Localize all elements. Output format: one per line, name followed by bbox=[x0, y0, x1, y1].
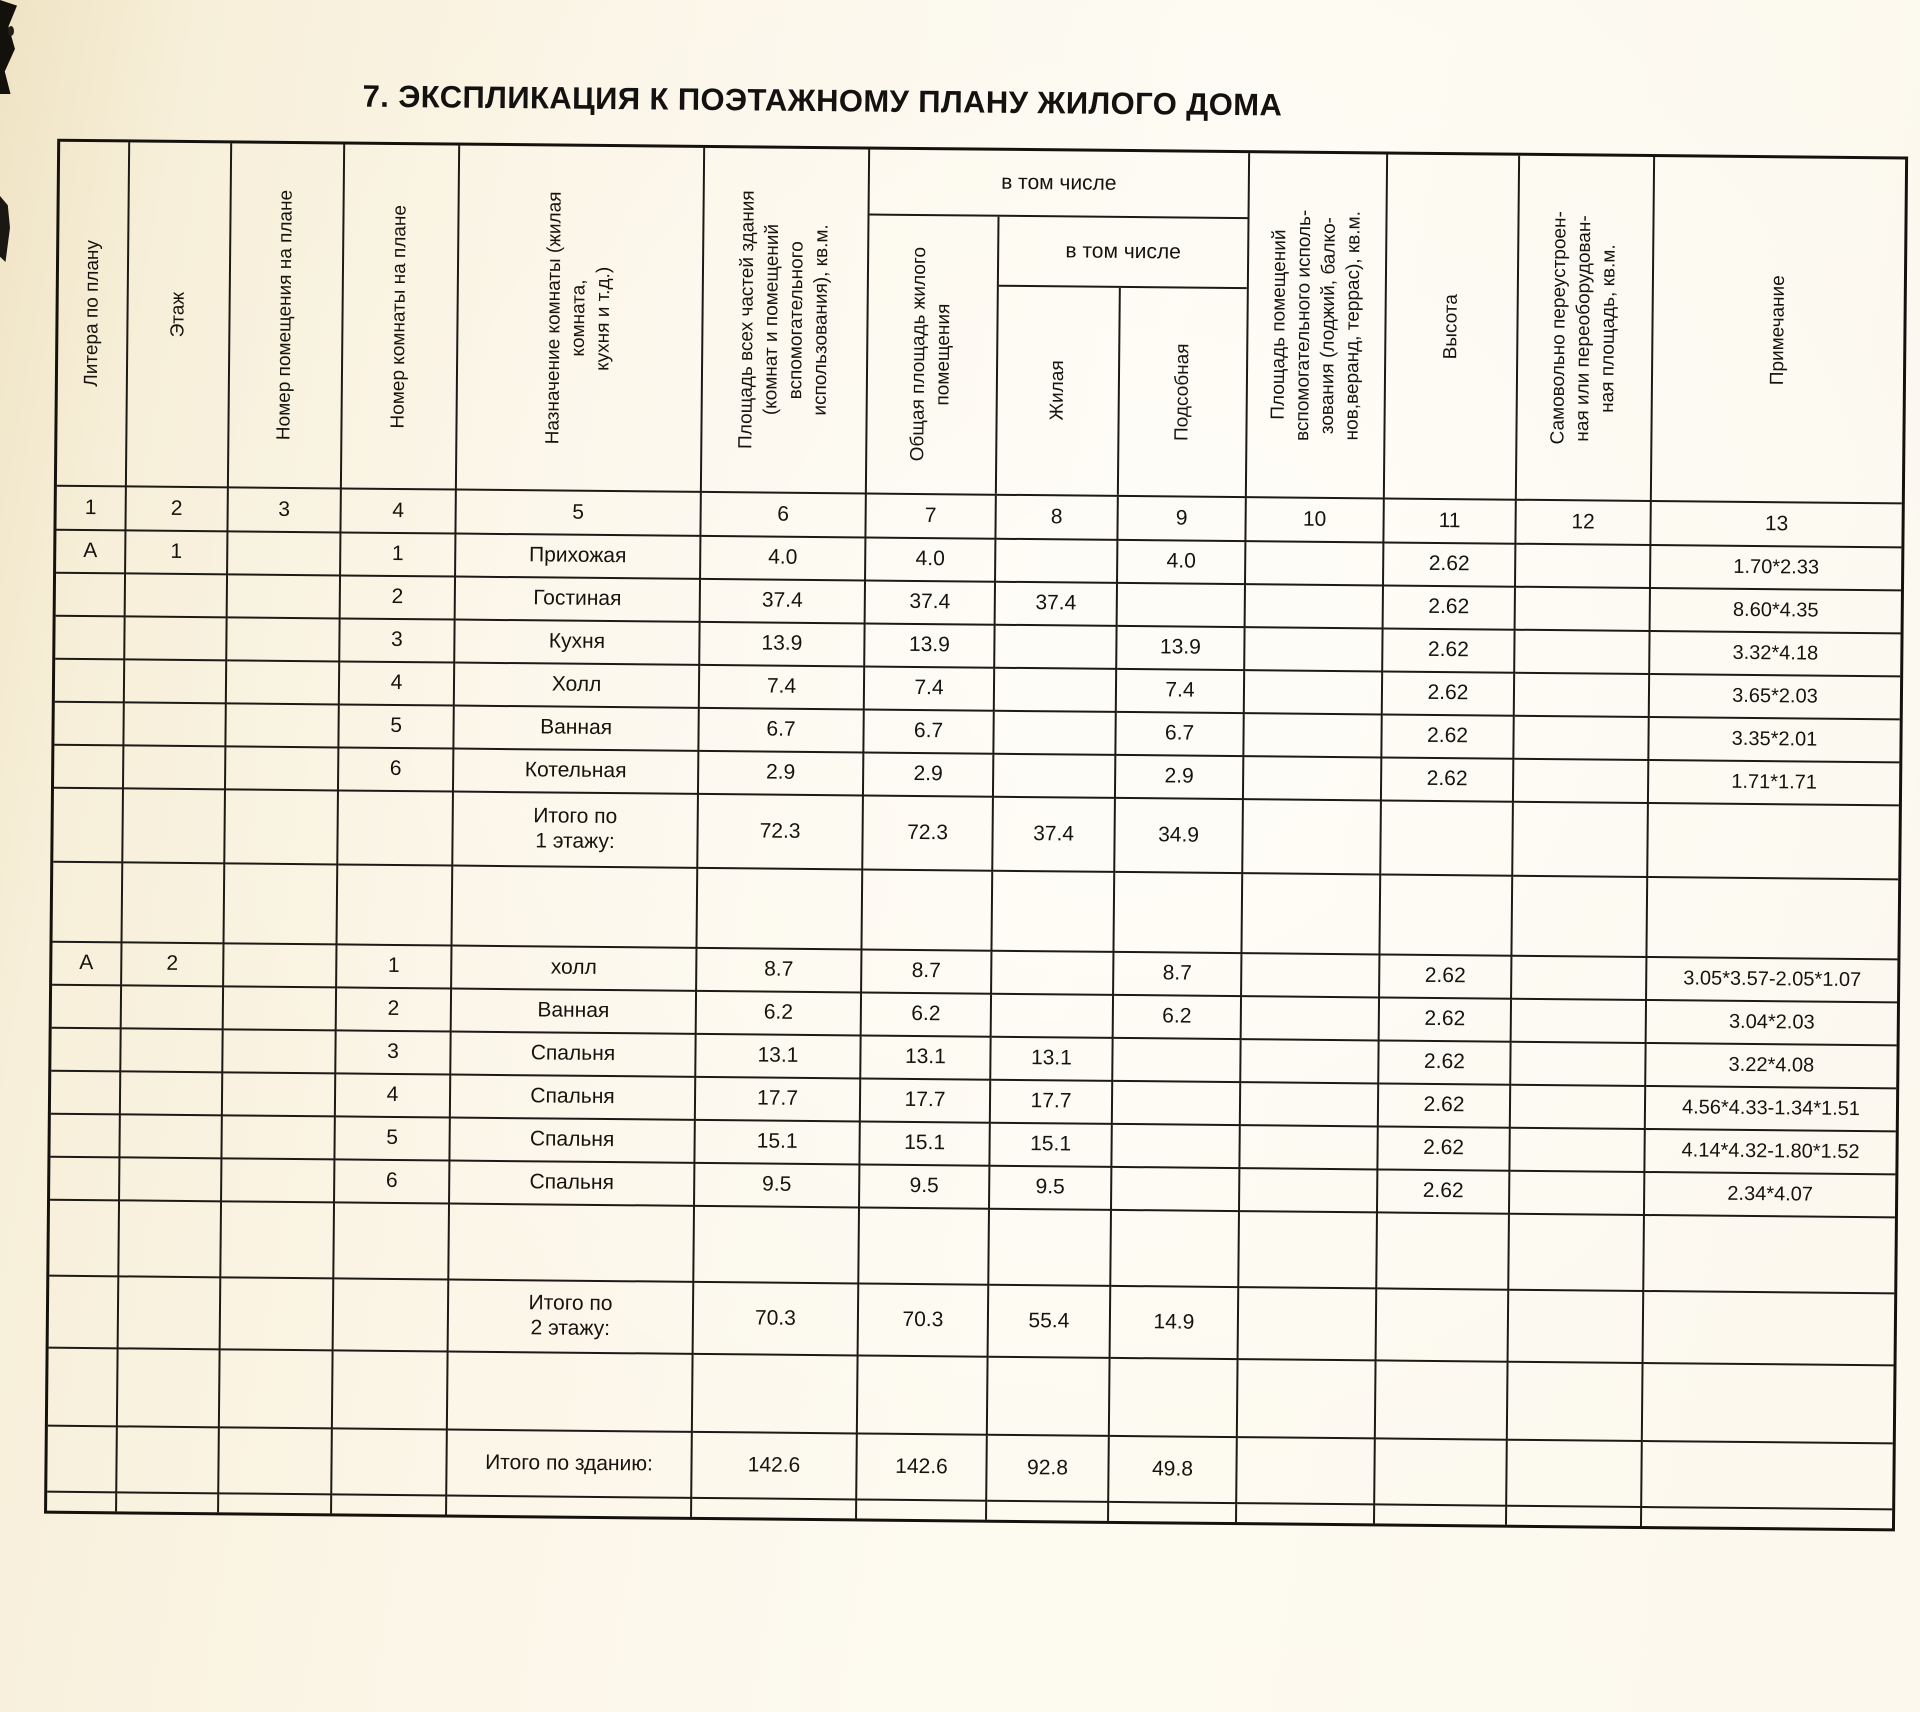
table-cell bbox=[1380, 875, 1513, 956]
table-cell: 8.60*4.35 bbox=[1651, 589, 1901, 634]
table-cell bbox=[50, 1115, 120, 1159]
table-cell: 142.6 bbox=[692, 1433, 858, 1501]
table-cell: 72.3 bbox=[698, 795, 864, 871]
table-cell: 7.4 bbox=[1117, 670, 1245, 714]
table-cell bbox=[117, 1493, 219, 1512]
table-cell: 17.7 bbox=[991, 1081, 1113, 1125]
table-cell: 3.32*4.18 bbox=[1650, 632, 1900, 677]
table-cell: 3 bbox=[340, 619, 455, 663]
column-header-label: Площадь помещений вспомогательного исполь- зования (лоджий, балко- нов,веранд, террас), кв.м. bbox=[1267, 209, 1365, 441]
table-cell bbox=[1238, 1360, 1377, 1439]
table-cell: 37.4 bbox=[993, 798, 1116, 873]
table-cell bbox=[51, 1029, 121, 1073]
table-cell: 1.70*2.33 bbox=[1651, 546, 1901, 591]
table-cell: 3.05*3.57-2.05*1.07 bbox=[1647, 958, 1897, 1003]
table-cell bbox=[48, 1349, 119, 1428]
column-number: 4 bbox=[341, 489, 456, 534]
table-cell bbox=[221, 1278, 335, 1351]
table-cell: 4.56*4.33-1.34*1.51 bbox=[1646, 1087, 1896, 1132]
table-cell: 14.9 bbox=[1111, 1287, 1240, 1360]
table-cell bbox=[1515, 674, 1650, 718]
table-cell: 49.8 bbox=[1109, 1437, 1238, 1504]
table-cell bbox=[227, 618, 340, 662]
table-cell: 9.5 bbox=[860, 1165, 990, 1209]
group-subheaders bbox=[867, 216, 1248, 497]
table-cell bbox=[120, 1158, 222, 1202]
table-cell bbox=[1109, 1503, 1237, 1522]
table-cell bbox=[54, 703, 124, 747]
column-group-v-tom-chisle bbox=[867, 150, 1250, 499]
table-cell bbox=[995, 669, 1117, 713]
column-header-primechanie bbox=[1652, 157, 1905, 504]
table-cell bbox=[996, 540, 1118, 584]
table-cell: 2.62 bbox=[1382, 758, 1514, 802]
column-header-label: Примечание bbox=[1766, 274, 1789, 385]
table-cell: 17.7 bbox=[861, 1079, 991, 1123]
table-cell bbox=[1377, 1289, 1510, 1362]
table-cell bbox=[224, 987, 337, 1031]
table-cell: 2 bbox=[341, 576, 456, 620]
table-cell: 8.7 bbox=[1114, 953, 1242, 997]
table-cell bbox=[334, 1279, 450, 1352]
document bbox=[44, 58, 1909, 1532]
table-cell bbox=[1512, 957, 1647, 1001]
table-cell bbox=[1113, 1039, 1241, 1083]
table-cell: 9.5 bbox=[695, 1164, 860, 1209]
table-cell: А bbox=[52, 943, 122, 987]
table-cell bbox=[694, 1207, 860, 1285]
table-cell: 8.7 bbox=[862, 950, 992, 994]
column-header-label: Самовольно переустроен- ная или переоборудован- ная площадь, кв.м. bbox=[1547, 210, 1621, 445]
table-cell: 2.62 bbox=[1380, 998, 1512, 1042]
table-cell bbox=[1510, 1129, 1645, 1173]
table-cell bbox=[225, 790, 339, 865]
table-cell bbox=[992, 952, 1114, 996]
table-cell bbox=[995, 626, 1117, 670]
table-cell bbox=[337, 865, 453, 946]
table-cell: А bbox=[56, 531, 126, 575]
table-cell: 4 bbox=[340, 662, 455, 706]
table-cell: 3.65*2.03 bbox=[1650, 675, 1900, 720]
table-cell bbox=[1511, 1043, 1646, 1087]
table-cell bbox=[1376, 1361, 1509, 1440]
table-cell bbox=[989, 1210, 1112, 1287]
table-cell bbox=[226, 704, 339, 748]
table-cell bbox=[1507, 1441, 1643, 1508]
table-cell: 15.1 bbox=[990, 1124, 1112, 1168]
column-header-room-number-on-plan bbox=[229, 143, 345, 489]
table-cell bbox=[1112, 1168, 1240, 1212]
table-cell bbox=[1112, 1125, 1240, 1169]
table-cell bbox=[122, 986, 224, 1030]
table-cell: 2.9 bbox=[1116, 756, 1244, 800]
table-cell bbox=[1515, 631, 1650, 675]
column-header-total-parts-area bbox=[702, 148, 870, 495]
table-cell: 3.22*4.08 bbox=[1646, 1044, 1896, 1089]
table-cell bbox=[448, 1353, 694, 1433]
table-cell: 2.62 bbox=[1378, 1170, 1510, 1214]
table-cell: 2.62 bbox=[1383, 672, 1515, 716]
table-cell: 8.7 bbox=[697, 949, 862, 994]
table-cell bbox=[1242, 874, 1381, 955]
table-cell bbox=[1648, 804, 1899, 880]
table-cell: 1 bbox=[126, 531, 228, 575]
table-cell bbox=[219, 1428, 333, 1495]
table-cell: 15.1 bbox=[860, 1122, 990, 1166]
table-cell: 4.0 bbox=[701, 537, 866, 582]
table-cell bbox=[1246, 542, 1384, 586]
table-cell bbox=[1643, 1364, 1894, 1444]
table-cell: 9.5 bbox=[990, 1167, 1112, 1211]
column-header-label: Подсобная bbox=[1171, 343, 1193, 441]
table-cell bbox=[1508, 1363, 1644, 1442]
table-cell bbox=[55, 617, 125, 661]
table-cell: 5 bbox=[335, 1117, 450, 1161]
table-cell: 37.4 bbox=[701, 580, 866, 625]
table-cell bbox=[224, 944, 337, 988]
column-header-label: Номер помещения на плане bbox=[273, 190, 297, 441]
column-subgroup bbox=[997, 217, 1248, 496]
table-cell bbox=[1509, 1215, 1645, 1292]
table-cell bbox=[859, 1208, 990, 1285]
table-cell bbox=[1113, 1082, 1241, 1126]
table-cell bbox=[449, 1205, 695, 1283]
table-cell bbox=[1375, 1505, 1507, 1524]
table-cell bbox=[332, 1429, 448, 1496]
column-number: 1 bbox=[56, 487, 126, 532]
table-cell bbox=[226, 747, 339, 791]
table-cell bbox=[1118, 584, 1246, 628]
table-cell: 6.2 bbox=[862, 993, 992, 1037]
table-cell bbox=[1114, 873, 1243, 954]
table-cell: Итого по зданию: bbox=[447, 1431, 693, 1499]
table-cell bbox=[47, 1427, 118, 1494]
column-header-naznachenie bbox=[457, 146, 705, 493]
table-cell bbox=[338, 791, 454, 866]
table-cell bbox=[222, 1159, 335, 1203]
table-cell: 6 bbox=[339, 748, 454, 792]
table-cell: 4 bbox=[336, 1074, 451, 1118]
table-cell bbox=[117, 1427, 220, 1494]
table-cell bbox=[223, 1030, 336, 1074]
column-header-label: Назначение комнаты (жилая комната, кухня и т.д.) bbox=[542, 191, 615, 445]
table-cell: 15.1 bbox=[695, 1121, 860, 1166]
column-header-label: Номер комнаты на плане bbox=[387, 204, 411, 429]
column-number: 11 bbox=[1384, 499, 1516, 544]
column-header-label: Этаж bbox=[166, 291, 189, 338]
table-cell: 2 bbox=[122, 943, 224, 987]
explication-table bbox=[44, 139, 1908, 1532]
table-cell bbox=[1242, 997, 1380, 1041]
column-number: 7 bbox=[866, 494, 996, 539]
table-cell: 37.4 bbox=[996, 583, 1118, 627]
table-cell: 37.4 bbox=[866, 581, 996, 625]
column-header-zhilaya bbox=[997, 287, 1121, 495]
table-cell bbox=[333, 1351, 449, 1430]
table-cell bbox=[121, 1072, 223, 1116]
table-cell bbox=[1241, 1040, 1379, 1084]
table-cell: 2.62 bbox=[1379, 1041, 1511, 1085]
group-header-including-inner: в том числе bbox=[999, 217, 1248, 289]
table-cell: 2.62 bbox=[1384, 586, 1516, 630]
table-cell bbox=[1240, 1126, 1378, 1170]
table-cell bbox=[53, 863, 124, 944]
table-cell: 13.9 bbox=[865, 624, 995, 668]
table-cell bbox=[224, 864, 338, 945]
table-cell: Гостиная bbox=[456, 578, 701, 623]
table-cell: 6.7 bbox=[699, 709, 864, 754]
table-cell bbox=[1237, 1504, 1375, 1523]
column-header-etazh bbox=[127, 142, 232, 488]
table-cell bbox=[119, 1277, 222, 1350]
table-cell bbox=[123, 863, 226, 944]
column-number: 13 bbox=[1651, 502, 1901, 548]
table-cell bbox=[1241, 1083, 1379, 1127]
table-cell bbox=[55, 660, 125, 704]
column-number: 10 bbox=[1246, 498, 1384, 543]
table-cell bbox=[228, 575, 341, 619]
table-cell: Спальня bbox=[451, 1076, 696, 1121]
column-header-label: Общая площадь жилого помещения bbox=[907, 247, 955, 462]
table-cell: 6.7 bbox=[1116, 713, 1244, 757]
table-cell bbox=[56, 574, 126, 618]
column-number: 5 bbox=[456, 491, 701, 537]
table-cell: 2.9 bbox=[864, 753, 994, 797]
document-title: 7. ЭКСПЛИКАЦИЯ К ПОЭТАЖНОМУ ПЛАНУ ЖИЛОГО ДОМА bbox=[362, 78, 1283, 123]
table-cell bbox=[862, 870, 993, 951]
column-header-vysota bbox=[1385, 154, 1520, 500]
table-cell bbox=[222, 1116, 335, 1160]
table-cell: Ванная bbox=[454, 707, 699, 752]
table-cell bbox=[1642, 1508, 1892, 1528]
table-cell: 17.7 bbox=[696, 1078, 861, 1123]
table-cell bbox=[50, 1158, 120, 1202]
group-header-including: в том числе bbox=[870, 150, 1249, 220]
table-cell bbox=[1239, 1212, 1378, 1289]
table-cell: Спальня bbox=[450, 1162, 695, 1207]
column-number: 3 bbox=[228, 488, 341, 533]
table-cell bbox=[1244, 714, 1382, 758]
column-header-obshchaya-ploshchad bbox=[867, 216, 1000, 494]
table-cell bbox=[118, 1349, 221, 1428]
column-number: 6 bbox=[701, 493, 866, 539]
table-cell: 34.9 bbox=[1115, 799, 1244, 874]
table-cell: 2.62 bbox=[1384, 543, 1516, 587]
table-cell: 6.2 bbox=[697, 992, 862, 1037]
column-header-komnata-number-on-plan bbox=[342, 144, 460, 490]
table-cell bbox=[220, 1350, 334, 1429]
table-cell: 6 bbox=[335, 1160, 450, 1204]
column-header-label: Площадь всех частей здания (комнат и помещений вспомогательного использования), кв.м. bbox=[735, 190, 833, 450]
table-cell bbox=[992, 995, 1114, 1039]
table-cell: 1.71*1.71 bbox=[1649, 761, 1899, 806]
table-cell bbox=[221, 1202, 335, 1279]
column-number: 9 bbox=[1118, 497, 1246, 542]
table-cell bbox=[124, 746, 226, 790]
table-cell: 3.04*2.03 bbox=[1647, 1001, 1897, 1046]
table-cell bbox=[692, 1499, 857, 1519]
table-cell bbox=[1377, 1213, 1510, 1290]
table-cell bbox=[1111, 1211, 1240, 1288]
column-number: 12 bbox=[1516, 501, 1651, 546]
table-cell bbox=[1642, 1442, 1893, 1510]
table-cell bbox=[1516, 545, 1651, 589]
table-cell: 4.0 bbox=[1118, 541, 1246, 585]
table-cell: 72.3 bbox=[863, 796, 994, 871]
column-header-podsobnaya bbox=[1119, 288, 1247, 496]
table-cell: Спальня bbox=[451, 1033, 696, 1078]
table-cell bbox=[123, 789, 226, 864]
table-cell bbox=[121, 1029, 223, 1073]
column-header-litera bbox=[57, 142, 130, 488]
table-cell bbox=[1512, 1000, 1647, 1044]
table-cell bbox=[452, 867, 698, 949]
table-cell: 4.14*4.32-1.80*1.52 bbox=[1645, 1130, 1895, 1175]
subgroup-columns bbox=[997, 287, 1247, 496]
table-cell bbox=[1375, 1439, 1508, 1506]
scan-artifact bbox=[8, 26, 14, 36]
table-cell: Котельная bbox=[454, 750, 699, 795]
table-cell bbox=[49, 1201, 120, 1278]
table-cell: Спальня bbox=[450, 1119, 695, 1164]
table-cell bbox=[693, 1355, 859, 1435]
table-cell bbox=[1244, 757, 1382, 801]
table-cell bbox=[857, 1500, 987, 1519]
table-cell: 92.8 bbox=[987, 1436, 1110, 1503]
table-cell bbox=[125, 617, 227, 661]
table-cell: 2.62 bbox=[1378, 1127, 1510, 1171]
table-cell: Холл bbox=[455, 664, 700, 709]
table-cell bbox=[987, 1502, 1109, 1521]
table-cell bbox=[1514, 717, 1649, 761]
table-cell bbox=[447, 1497, 692, 1517]
table-cell: 55.4 bbox=[989, 1286, 1112, 1359]
table-cell: 2.62 bbox=[1383, 629, 1515, 673]
table-cell bbox=[1240, 1169, 1378, 1213]
table-cell bbox=[120, 1115, 222, 1159]
column-header-label: Жилая bbox=[1046, 360, 1068, 421]
table-cell: 2 bbox=[337, 988, 452, 1032]
column-header-label: Литера по плану bbox=[80, 240, 103, 387]
table-cell: 2.62 bbox=[1380, 955, 1512, 999]
table-cell bbox=[1239, 1288, 1378, 1361]
table-cell bbox=[53, 789, 124, 864]
column-header-label: Высота bbox=[1439, 293, 1462, 360]
table-cell: 2.62 bbox=[1379, 1084, 1511, 1128]
table-cell: 70.3 bbox=[859, 1284, 990, 1357]
column-header-unauthorized-area bbox=[1517, 156, 1655, 502]
table-cell: 3.35*2.01 bbox=[1649, 718, 1899, 763]
table-cell: 2.34*4.07 bbox=[1645, 1173, 1895, 1218]
table-cell bbox=[1245, 628, 1383, 672]
table-cell: 13.9 bbox=[1117, 627, 1245, 671]
table-cell bbox=[51, 1072, 121, 1116]
table-cell bbox=[1110, 1359, 1239, 1438]
table-cell bbox=[1242, 954, 1380, 998]
table-cell bbox=[992, 872, 1115, 953]
table-cell: 4.0 bbox=[866, 538, 996, 582]
table-cell bbox=[1511, 1086, 1646, 1130]
table-cell bbox=[1514, 760, 1649, 804]
table-cell: Итого по 2 этажу: bbox=[449, 1281, 695, 1355]
table-cell: 6.7 bbox=[864, 710, 994, 754]
table-cell: 13.9 bbox=[700, 623, 865, 668]
table-cell bbox=[54, 746, 124, 790]
table-cell bbox=[1381, 801, 1514, 876]
table-cell bbox=[1513, 803, 1649, 878]
table-cell bbox=[219, 1494, 332, 1513]
table-cell: Ванная bbox=[452, 990, 697, 1035]
table-cell: 2.62 bbox=[1382, 715, 1514, 759]
scan-artifact bbox=[0, 196, 10, 262]
table-cell bbox=[52, 986, 122, 1030]
table-cell bbox=[1512, 877, 1648, 958]
table-cell bbox=[1509, 1291, 1645, 1364]
table-cell bbox=[1510, 1172, 1645, 1216]
table-cell bbox=[1243, 800, 1382, 875]
table-cell: холл bbox=[452, 947, 697, 992]
table-cell bbox=[697, 869, 863, 951]
table-cell bbox=[124, 703, 226, 747]
table-cell bbox=[126, 574, 228, 618]
table-cell: 2.9 bbox=[699, 752, 864, 797]
table-cell: 70.3 bbox=[694, 1283, 860, 1357]
table-cell: 5 bbox=[339, 705, 454, 749]
table-cell bbox=[1245, 671, 1383, 715]
table-cell bbox=[332, 1495, 447, 1514]
table-cell: Кухня bbox=[455, 621, 700, 666]
table-cell bbox=[1644, 1292, 1895, 1366]
table-cell: 1 bbox=[337, 945, 452, 989]
table-cell: 7.4 bbox=[700, 666, 865, 711]
table-cell bbox=[125, 660, 227, 704]
table-cell bbox=[988, 1358, 1111, 1437]
table-cell bbox=[49, 1277, 120, 1350]
table-cell bbox=[47, 1493, 117, 1512]
table-cell bbox=[119, 1201, 222, 1278]
table-cell: 7.4 bbox=[865, 667, 995, 711]
table-cell bbox=[227, 661, 340, 705]
table-cell: 1 bbox=[341, 533, 456, 577]
scan-artifact bbox=[0, 0, 17, 94]
table-cell: Прихожая bbox=[456, 535, 701, 580]
table-cell bbox=[1644, 1216, 1895, 1294]
table-cell: 13.1 bbox=[696, 1035, 861, 1080]
table-cell bbox=[1246, 585, 1384, 629]
table-cell bbox=[1516, 588, 1651, 632]
table-cell: 13.1 bbox=[861, 1036, 991, 1080]
table-cell: 6.2 bbox=[1114, 996, 1242, 1040]
table-cell bbox=[1237, 1438, 1376, 1505]
table-cell bbox=[1507, 1507, 1642, 1526]
table-cell bbox=[994, 755, 1116, 799]
column-number: 2 bbox=[126, 487, 228, 532]
table-cell bbox=[1647, 878, 1898, 960]
table-cell bbox=[858, 1356, 989, 1435]
table-cell bbox=[228, 532, 341, 576]
table-cell bbox=[994, 712, 1116, 756]
table-cell bbox=[223, 1073, 336, 1117]
table-cell: 142.6 bbox=[857, 1434, 988, 1501]
column-header-auxiliary-area bbox=[1247, 153, 1388, 499]
table-cell bbox=[334, 1203, 450, 1280]
table-cell: 3 bbox=[336, 1031, 451, 1075]
column-number: 8 bbox=[996, 496, 1118, 541]
table-cell: Итого по 1 этажу: bbox=[453, 793, 699, 869]
table-cell: 13.1 bbox=[991, 1038, 1113, 1082]
